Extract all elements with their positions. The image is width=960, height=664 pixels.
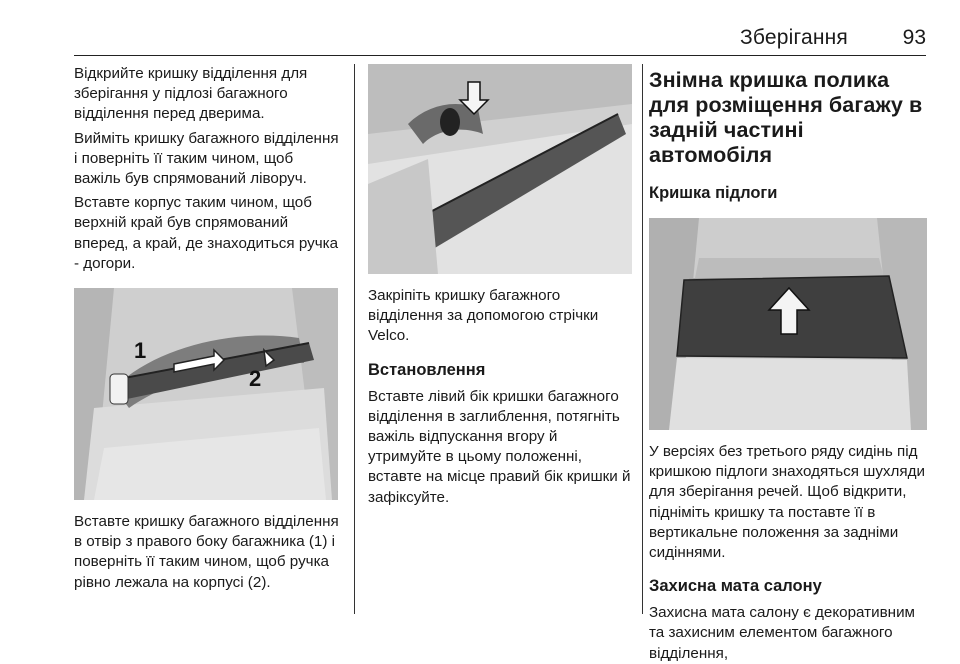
page-header [74,22,926,56]
paragraph: Відкрийте кришку відділення для зберігання у підлозі багажного відділення перед дверима. [74,65,308,123]
column-2 [368,64,634,508]
floor-cover-illustration [649,218,927,430]
section-title: Зберігання [740,26,848,49]
paragraph: Захисна мата салону є декоративним та захисним елементом багажного відділення, [649,604,915,662]
main-heading: Знімна кришка полика для розміщення багажу в задній частині автомобіля [649,68,923,167]
figure-cover-insert [74,288,338,500]
paragraph: Вставте корпус таким чином, щоб верхній край був спрямований вперед, а край, де знаходиться ручка - догори. [74,194,339,272]
paragraph: Закріпіть кришку багажного відділення за допомогою стрічки Velco. [368,287,599,345]
velcro-strap-illustration [368,64,632,274]
column-divider-right [642,64,643,614]
figure-floor-cover [649,218,927,430]
paragraph: У версіях без третього ряду сидінь під кришкою підлоги знаходяться шухляди для зберігання речей. Щоб відкрити, підніміть кришку та поставте її в вертикальне положення за задніми сидіннями. [649,443,925,562]
subheading: Захисна мата салону [649,577,822,596]
header-rule [74,55,926,57]
callout-1: 1 [134,338,147,364]
column-1 [74,64,342,593]
section-heading: Встановлення [368,360,486,379]
paragraph: Вийміть кришку багажного відділення і поверніть її таким чином, щоб важіль був спрямований ліворуч. [74,129,339,188]
subheading: Кришка підлоги [649,184,778,202]
cover-insert-illustration [74,288,338,500]
column-3 [649,68,929,664]
page-number: 93 [902,26,926,49]
callout-2: 2 [249,366,262,392]
paragraph: Вставте лівий бік кришки багажного відділення в заглиблення, потягніть важіль відпускання вгору й утримуйте в цьому положенні, вставте на місце правий бік кришки й зафіксуйте. [368,387,631,506]
figure-velcro-strap [368,64,632,274]
column-divider-left [354,64,355,614]
paragraph: Вставте кришку багажного відділення в отвір з правого боку багажника (1) і поверніть її таким чином, щоб ручка рівно лежала на корпусі (2). [74,513,339,591]
